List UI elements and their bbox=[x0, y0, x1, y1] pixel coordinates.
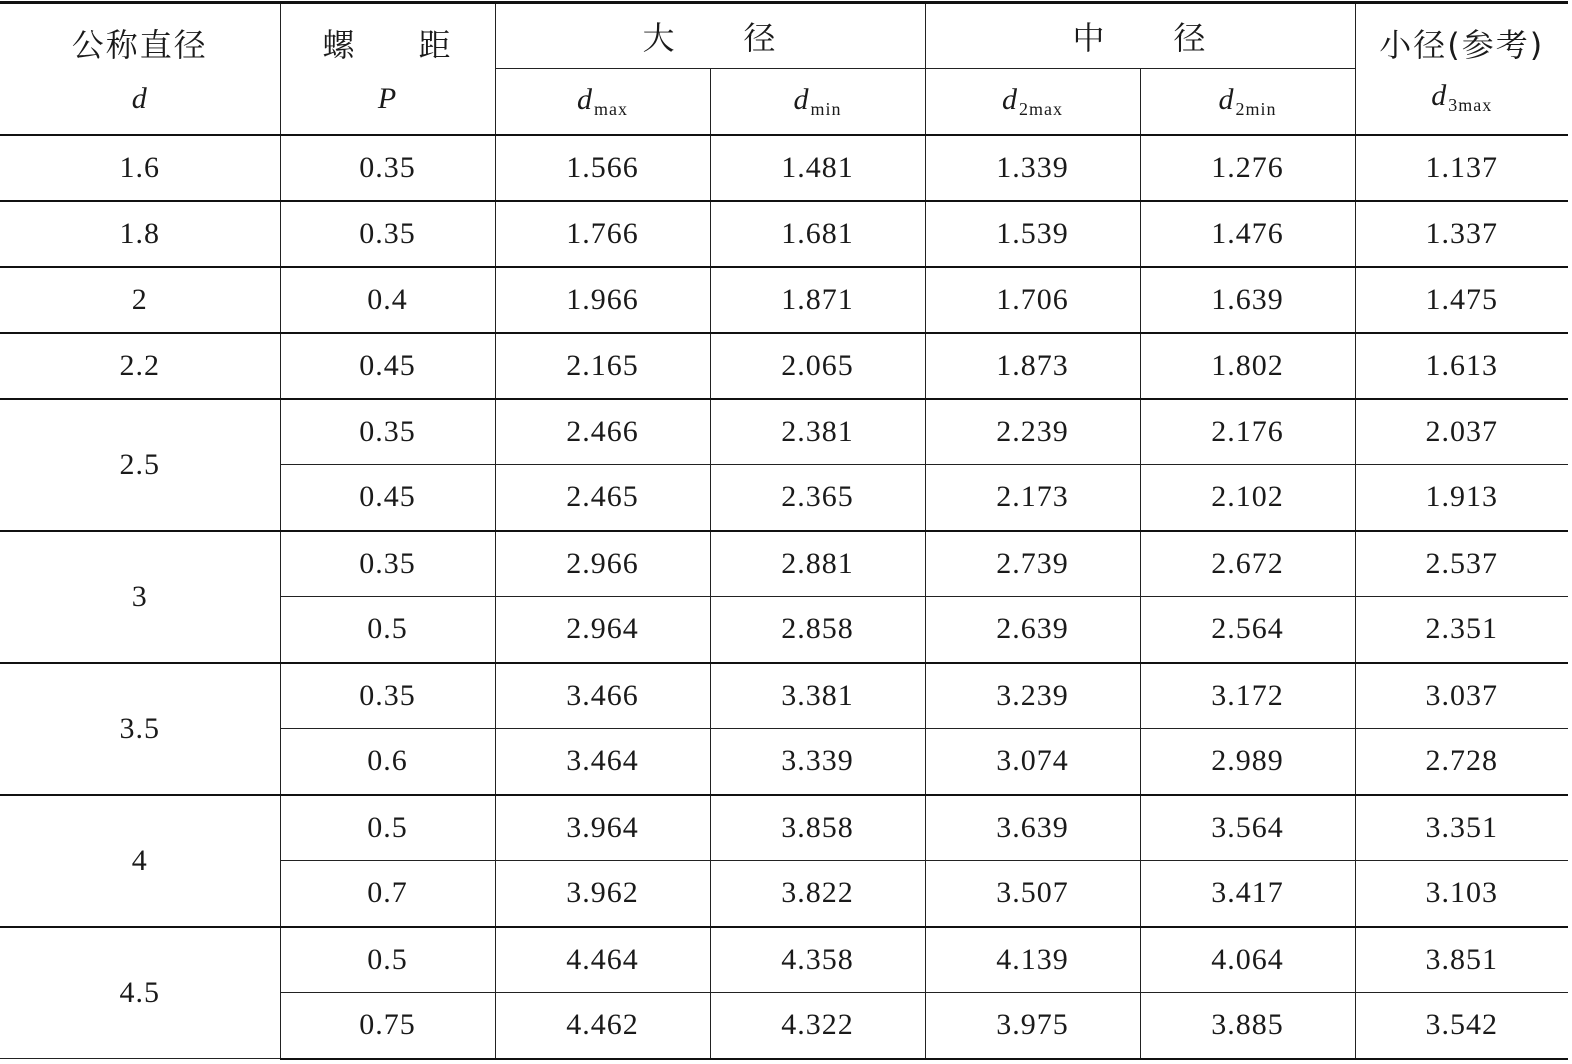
cell-d-min: 3.822 bbox=[710, 861, 925, 927]
cell-d-max: 2.966 bbox=[495, 531, 710, 597]
cell-d-min: 2.365 bbox=[710, 465, 925, 531]
cell-d2-min: 1.639 bbox=[1140, 267, 1355, 333]
cell-pitch: 0.4 bbox=[280, 267, 495, 333]
cell-d-min: 3.858 bbox=[710, 795, 925, 861]
cell-d2-max: 1.873 bbox=[925, 333, 1140, 399]
cell-d2-min: 1.276 bbox=[1140, 135, 1355, 201]
cell-d-max: 2.466 bbox=[495, 399, 710, 465]
header-pitch-diameter-label-right: 径 bbox=[1173, 19, 1208, 57]
header-d2max bbox=[925, 69, 1140, 135]
cell-d-max: 3.466 bbox=[495, 663, 710, 729]
cell-pitch: 0.5 bbox=[280, 927, 495, 993]
header-d2max-subscript: 2max bbox=[1019, 99, 1063, 120]
cell-nominal-diameter: 4 bbox=[0, 795, 280, 927]
cell-d2-max: 4.139 bbox=[925, 927, 1140, 993]
cell-d2-max: 1.706 bbox=[925, 267, 1140, 333]
cell-d2-max: 3.639 bbox=[925, 795, 1140, 861]
cell-d-min: 4.322 bbox=[710, 993, 925, 1059]
cell-nominal-diameter: 2 bbox=[0, 267, 280, 333]
table-body bbox=[0, 135, 1568, 1059]
cell-d2-max: 3.507 bbox=[925, 861, 1140, 927]
header-pitch-label-right: 距 bbox=[418, 25, 453, 64]
table-row bbox=[0, 333, 1568, 399]
header-major-diameter bbox=[495, 3, 925, 69]
header-pitch-diameter-label-left: 中 bbox=[1072, 19, 1107, 57]
cell-d2-max: 2.739 bbox=[925, 531, 1140, 597]
cell-d-min: 2.065 bbox=[710, 333, 925, 399]
cell-d2-max: 2.639 bbox=[925, 597, 1140, 663]
cell-pitch: 0.35 bbox=[280, 531, 495, 597]
cell-d3-max: 2.351 bbox=[1355, 597, 1568, 663]
cell-d3-max: 1.613 bbox=[1355, 333, 1568, 399]
cell-pitch: 0.45 bbox=[280, 333, 495, 399]
cell-d2-max: 3.074 bbox=[925, 729, 1140, 795]
cell-d-max: 4.462 bbox=[495, 993, 710, 1059]
cell-nominal-diameter: 2.2 bbox=[0, 333, 280, 399]
cell-d3-max: 3.851 bbox=[1355, 927, 1568, 993]
cell-d3-max: 1.137 bbox=[1355, 135, 1568, 201]
cell-d3-max: 2.537 bbox=[1355, 531, 1568, 597]
cell-d2-min: 2.102 bbox=[1140, 465, 1355, 531]
cell-d2-max: 1.339 bbox=[925, 135, 1140, 201]
cell-d2-min: 3.417 bbox=[1140, 861, 1355, 927]
header-d3max-subscript: 3max bbox=[1448, 94, 1493, 115]
header-nominal-diameter-label: 公称直径 bbox=[71, 25, 208, 64]
table-row bbox=[0, 531, 1568, 597]
header-pitch-diameter bbox=[925, 3, 1355, 69]
header-pitch-symbol: P bbox=[377, 81, 398, 115]
cell-nominal-diameter: 4.5 bbox=[0, 927, 280, 1059]
cell-nominal-diameter: 2.5 bbox=[0, 399, 280, 531]
cell-d-max: 3.464 bbox=[495, 729, 710, 795]
cell-d2-max: 1.539 bbox=[925, 201, 1140, 267]
header-minor-diameter-label: 小径(参考) bbox=[1379, 25, 1545, 64]
cell-d3-max: 1.337 bbox=[1355, 201, 1568, 267]
cell-d-min: 3.339 bbox=[710, 729, 925, 795]
table-row bbox=[0, 267, 1568, 333]
cell-d3-max: 2.037 bbox=[1355, 399, 1568, 465]
header-pitch-label-left: 螺 bbox=[322, 25, 357, 64]
header-minor-diameter bbox=[1355, 3, 1568, 135]
cell-d2-min: 2.176 bbox=[1140, 399, 1355, 465]
header-major-diameter-label-left: 大 bbox=[642, 19, 677, 57]
cell-pitch: 0.6 bbox=[280, 729, 495, 795]
cell-d2-max: 3.239 bbox=[925, 663, 1140, 729]
table-row bbox=[0, 399, 1568, 465]
cell-pitch: 0.75 bbox=[280, 993, 495, 1059]
cell-d-min: 1.871 bbox=[710, 267, 925, 333]
cell-pitch: 0.5 bbox=[280, 597, 495, 663]
cell-d3-max: 3.542 bbox=[1355, 993, 1568, 1059]
cell-d2-max: 3.975 bbox=[925, 993, 1140, 1059]
cell-d2-min: 3.564 bbox=[1140, 795, 1355, 861]
cell-d3-max: 1.913 bbox=[1355, 465, 1568, 531]
cell-d-max: 1.766 bbox=[495, 201, 710, 267]
cell-nominal-diameter: 1.8 bbox=[0, 201, 280, 267]
cell-d3-max: 3.351 bbox=[1355, 795, 1568, 861]
header-nominal-diameter-symbol: d bbox=[131, 81, 148, 115]
cell-pitch: 0.35 bbox=[280, 201, 495, 267]
header-d2min bbox=[1140, 69, 1355, 135]
cell-d-max: 3.964 bbox=[495, 795, 710, 861]
table-row bbox=[0, 201, 1568, 267]
cell-d2-min: 2.672 bbox=[1140, 531, 1355, 597]
cell-d3-max: 2.728 bbox=[1355, 729, 1568, 795]
header-major-diameter-label bbox=[643, 13, 778, 59]
cell-d3-max: 3.103 bbox=[1355, 861, 1568, 927]
cell-d3-max: 3.037 bbox=[1355, 663, 1568, 729]
table-row bbox=[0, 663, 1568, 729]
cell-d2-min: 4.064 bbox=[1140, 927, 1355, 993]
cell-d-min: 4.358 bbox=[710, 927, 925, 993]
header-dmin-subscript: min bbox=[810, 99, 842, 120]
cell-pitch: 0.35 bbox=[280, 399, 495, 465]
cell-d-min: 2.881 bbox=[710, 531, 925, 597]
cell-d-max: 1.566 bbox=[495, 135, 710, 201]
header-dmax bbox=[495, 69, 710, 135]
header-d2min-symbol: d bbox=[1218, 83, 1235, 117]
table-row bbox=[0, 795, 1568, 861]
header-d2min-subscript: 2min bbox=[1235, 99, 1277, 120]
header-pitch-diameter-label bbox=[1073, 13, 1208, 59]
cell-pitch: 0.45 bbox=[280, 465, 495, 531]
header-minor-diameter-symbol bbox=[1431, 78, 1492, 116]
cell-d2-max: 2.173 bbox=[925, 465, 1140, 531]
cell-d2-min: 1.802 bbox=[1140, 333, 1355, 399]
table-header bbox=[0, 3, 1568, 135]
header-d2max-symbol: d bbox=[1002, 83, 1018, 117]
cell-d-max: 3.962 bbox=[495, 861, 710, 927]
header-dmax-symbol: d bbox=[577, 83, 593, 117]
cell-d-min: 2.381 bbox=[710, 399, 925, 465]
header-pitch-label bbox=[323, 20, 453, 66]
cell-d2-min: 3.172 bbox=[1140, 663, 1355, 729]
cell-pitch: 0.7 bbox=[280, 861, 495, 927]
thread-dimension-table bbox=[0, 1, 1568, 1060]
cell-nominal-diameter: 1.6 bbox=[0, 135, 280, 201]
header-major-diameter-label-right: 径 bbox=[743, 19, 778, 57]
header-nominal-diameter bbox=[0, 3, 280, 135]
cell-d-min: 3.381 bbox=[710, 663, 925, 729]
cell-d2-min: 2.989 bbox=[1140, 729, 1355, 795]
cell-d2-min: 3.885 bbox=[1140, 993, 1355, 1059]
cell-d-max: 1.966 bbox=[495, 267, 710, 333]
header-dmax-subscript: max bbox=[594, 99, 628, 120]
cell-d-max: 2.165 bbox=[495, 333, 710, 399]
cell-d-min: 1.481 bbox=[710, 135, 925, 201]
header-d3max-symbol: d bbox=[1431, 78, 1448, 112]
cell-d2-min: 1.476 bbox=[1140, 201, 1355, 267]
cell-d-max: 4.464 bbox=[495, 927, 710, 993]
cell-pitch: 0.35 bbox=[280, 135, 495, 201]
cell-d-min: 1.681 bbox=[710, 201, 925, 267]
cell-d-max: 2.465 bbox=[495, 465, 710, 531]
cell-d2-min: 2.564 bbox=[1140, 597, 1355, 663]
table-row bbox=[0, 927, 1568, 993]
cell-pitch: 0.5 bbox=[280, 795, 495, 861]
cell-d-min: 2.858 bbox=[710, 597, 925, 663]
header-pitch bbox=[280, 3, 495, 135]
cell-pitch: 0.35 bbox=[280, 663, 495, 729]
cell-d3-max: 1.475 bbox=[1355, 267, 1568, 333]
header-dmin bbox=[710, 69, 925, 135]
header-dmin-symbol: d bbox=[793, 83, 810, 117]
cell-d-max: 2.964 bbox=[495, 597, 710, 663]
cell-d2-max: 2.239 bbox=[925, 399, 1140, 465]
cell-nominal-diameter: 3 bbox=[0, 531, 280, 663]
table-row bbox=[0, 135, 1568, 201]
cell-nominal-diameter: 3.5 bbox=[0, 663, 280, 795]
